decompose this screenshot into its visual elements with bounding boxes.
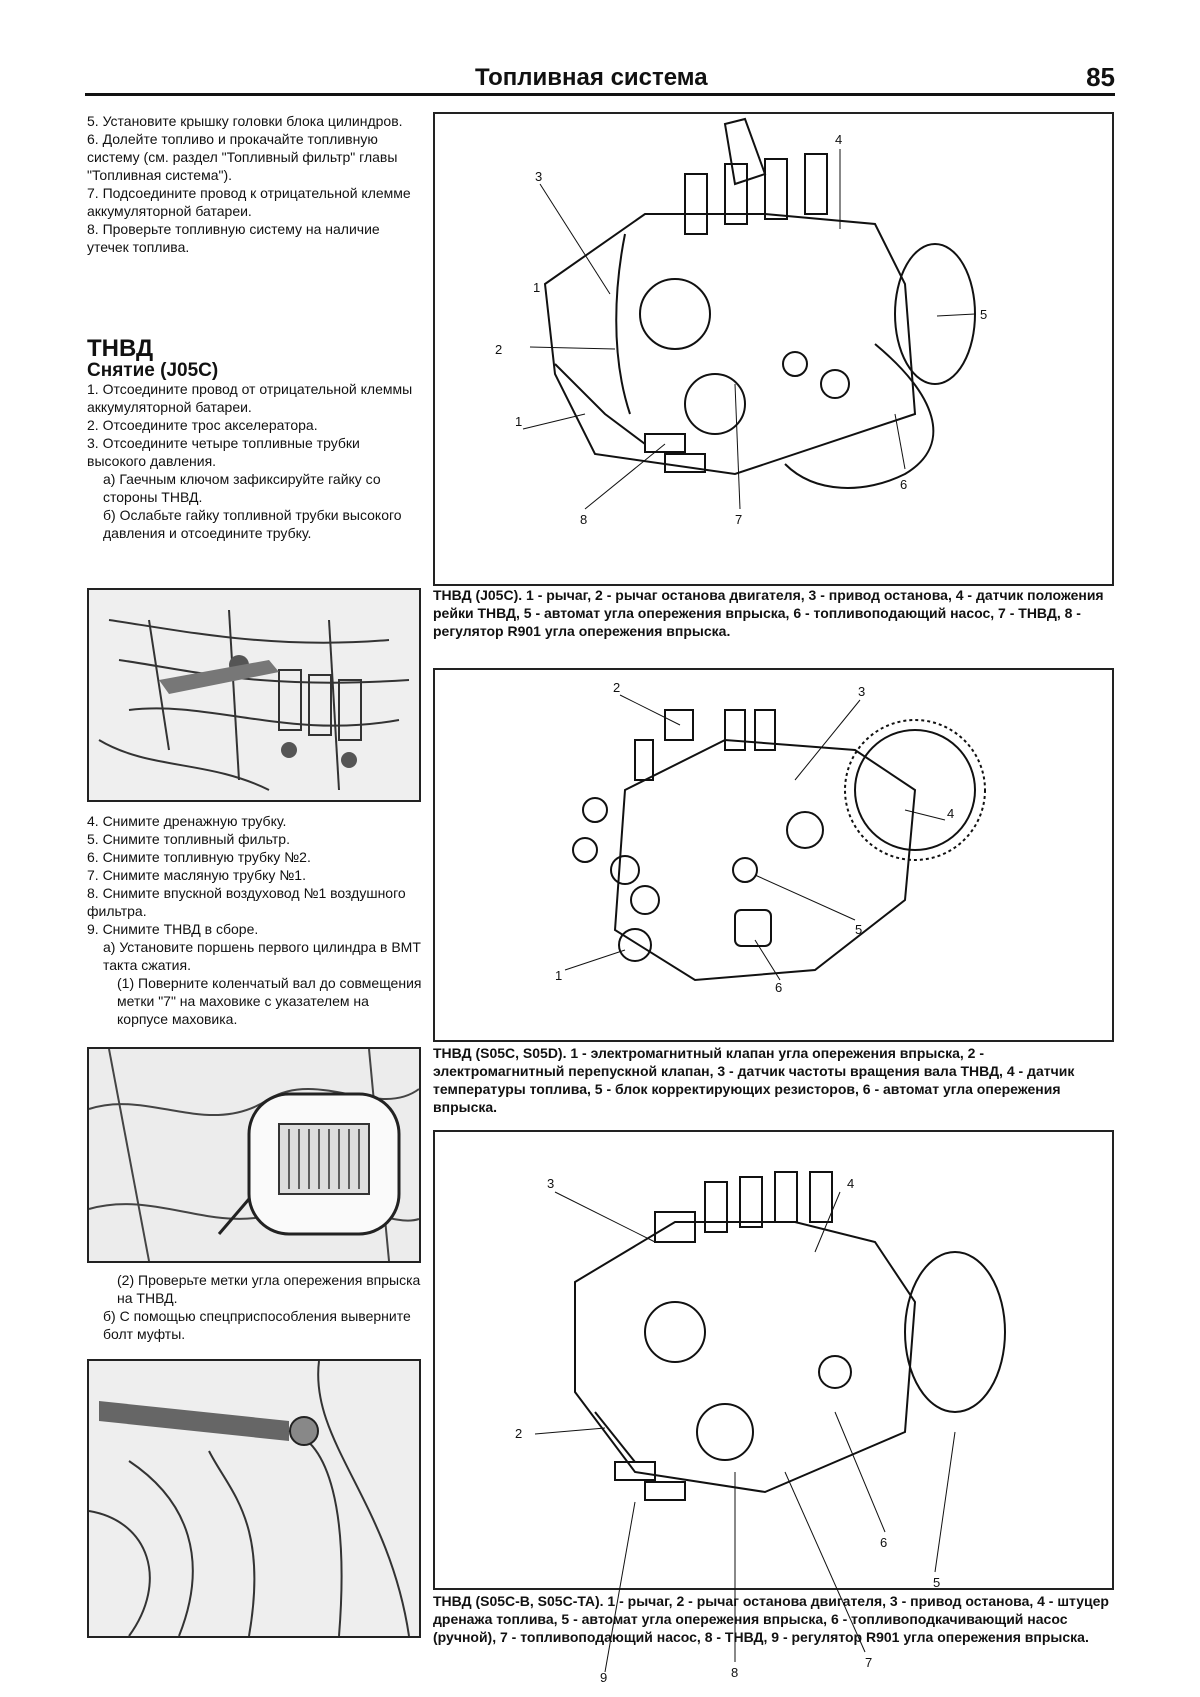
figure-thvd-s05c-s05d — [433, 668, 1114, 1042]
instruction-substep: (2) Проверьте метки угла опережения впрыска на ТНВД. — [117, 1272, 421, 1306]
callout-8: 8 — [580, 512, 588, 527]
callout-7: 7 — [735, 512, 743, 527]
instruction-substep: а) Установите поршень первого цилиндра в ВМТ такта сжатия. — [103, 939, 421, 973]
instruction-step: 8. Снимите впускной воздуховод №1 воздушного фильтра. — [87, 885, 406, 919]
page-number: 85 — [1086, 62, 1115, 92]
section-subheading: Снятие (J05C) — [87, 360, 219, 381]
callout-4: 4 — [947, 806, 955, 821]
callout-4: 4 — [835, 132, 843, 147]
instruction-step: 2. Отсоедините трос акселератора. — [87, 417, 318, 433]
callout-2: 2 — [613, 680, 621, 695]
photo-illustration — [89, 1049, 419, 1261]
photo-illustration — [89, 590, 419, 800]
instruction-step: 7. Подсоедините провод к отрицательной клемме аккумуляторной батареи. — [87, 185, 411, 219]
section-heading: ТНВД — [87, 335, 154, 362]
instruction-substep: б) С помощью спецприспособления выверните болт муфты. — [103, 1308, 411, 1342]
callout-5: 5 — [855, 922, 863, 937]
pump-diagram — [435, 114, 1112, 584]
page-title: Топливная система — [475, 64, 708, 91]
callout-1: 1 — [555, 968, 563, 983]
figure-caption: ТНВД (J05C). 1 - рычаг, 2 - рычаг останова двигателя, 3 - привод останова, 4 - датчик положения рейки ТНВД, 5 - автомат угла опережения впрыска, 6 - топливоподающий насос, 7 - ТНВД, 8 - регулятор R901 угла опережения впрыска. — [433, 587, 1104, 639]
figure-caption: ТНВД (S05C-B, S05C-TA). 1 - рычаг, 2 - рычаг останова двигателя, 3 - привод останова, 4 - штуцер дренажа топлива, 5 - автомат угла опережения впрыска, 6 - топливоподкачивающий насос (ручной), 7 - топливоподающий насос, 8 - ТНВД, 9 - регулятор R901 угла опережения впрыска. — [433, 1593, 1109, 1645]
photo-illustration — [89, 1361, 419, 1636]
instruction-step: 3. Отсоедините четыре топливные трубки высокого давления. — [87, 435, 360, 469]
callout-2: 2 — [515, 1426, 523, 1441]
callout-2: 2 — [495, 342, 503, 357]
callout-6: 6 — [900, 477, 908, 492]
instruction-step: 5. Установите крышку головки блока цилиндров. — [87, 113, 403, 129]
photo-coupling-bolt — [87, 1359, 421, 1638]
instruction-substep: (1) Поверните коленчатый вал до совмещения метки "7" на маховике с указателем на корпусе маховика. — [117, 975, 422, 1027]
callout-7: 7 — [865, 1655, 873, 1670]
callout-9: 9 — [600, 1670, 608, 1685]
callout-3: 3 — [535, 169, 543, 184]
instruction-step: 9. Снимите ТНВД в сборе. — [87, 921, 259, 937]
instruction-step: 6. Долейте топливо и прокачайте топливную систему (см. раздел "Топливный фильтр" главы "Топливная система"). — [87, 131, 398, 183]
pump-diagram — [435, 670, 1112, 1040]
steps-after-photo2 — [87, 1271, 422, 1343]
steps-continued — [87, 812, 422, 1028]
instruction-step: 8. Проверьте топливную систему на наличие утечек топлива. — [87, 221, 380, 255]
callout-4: 4 — [847, 1176, 855, 1191]
callout-3: 3 — [547, 1176, 555, 1191]
callout-5: 5 — [980, 307, 988, 322]
instruction-substep: б) Ослабьте гайку топливной трубки высокого давления и отсоедините трубку. — [103, 507, 402, 541]
callout-6: 6 — [880, 1535, 888, 1550]
callout-1: 1 — [533, 280, 541, 295]
instruction-substep: а) Гаечным ключом зафиксируйте гайку со стороны ТНВД. — [103, 471, 381, 505]
callout-8: 8 — [731, 1665, 739, 1680]
page-header — [85, 62, 1115, 96]
section-thvd — [87, 335, 422, 542]
instruction-step: 7. Снимите масляную трубку №1. — [87, 867, 306, 883]
figure-thvd-j05c — [433, 112, 1114, 586]
callout-5: 5 — [933, 1575, 941, 1590]
instruction-step: 6. Снимите топливную трубку №2. — [87, 849, 311, 865]
figure-caption: ТНВД (S05C, S05D). 1 - электромагнитный клапан угла опережения впрыска, 2 - электромагнитный перепускной клапан, 3 - датчик частоты вращения вала ТНВД, 4 - датчик температуры топлива, 5 - блок корректирующих резисторов, 6 - автомат угла опережения впрыска. — [433, 1045, 1075, 1115]
photo-high-pressure-pipes — [87, 588, 421, 802]
instruction-step: 5. Снимите топливный фильтр. — [87, 831, 290, 847]
callout-1b: 1 — [515, 414, 523, 429]
callout-3: 3 — [858, 684, 866, 699]
header-rule — [85, 93, 1115, 96]
callout-6: 6 — [775, 980, 783, 995]
instruction-step: 4. Снимите дренажную трубку. — [87, 813, 287, 829]
photo-flywheel-mark — [87, 1047, 421, 1263]
instruction-step: 1. Отсоедините провод от отрицательной клеммы аккумуляторной батареи. — [87, 381, 413, 415]
left-top-text — [87, 112, 422, 256]
